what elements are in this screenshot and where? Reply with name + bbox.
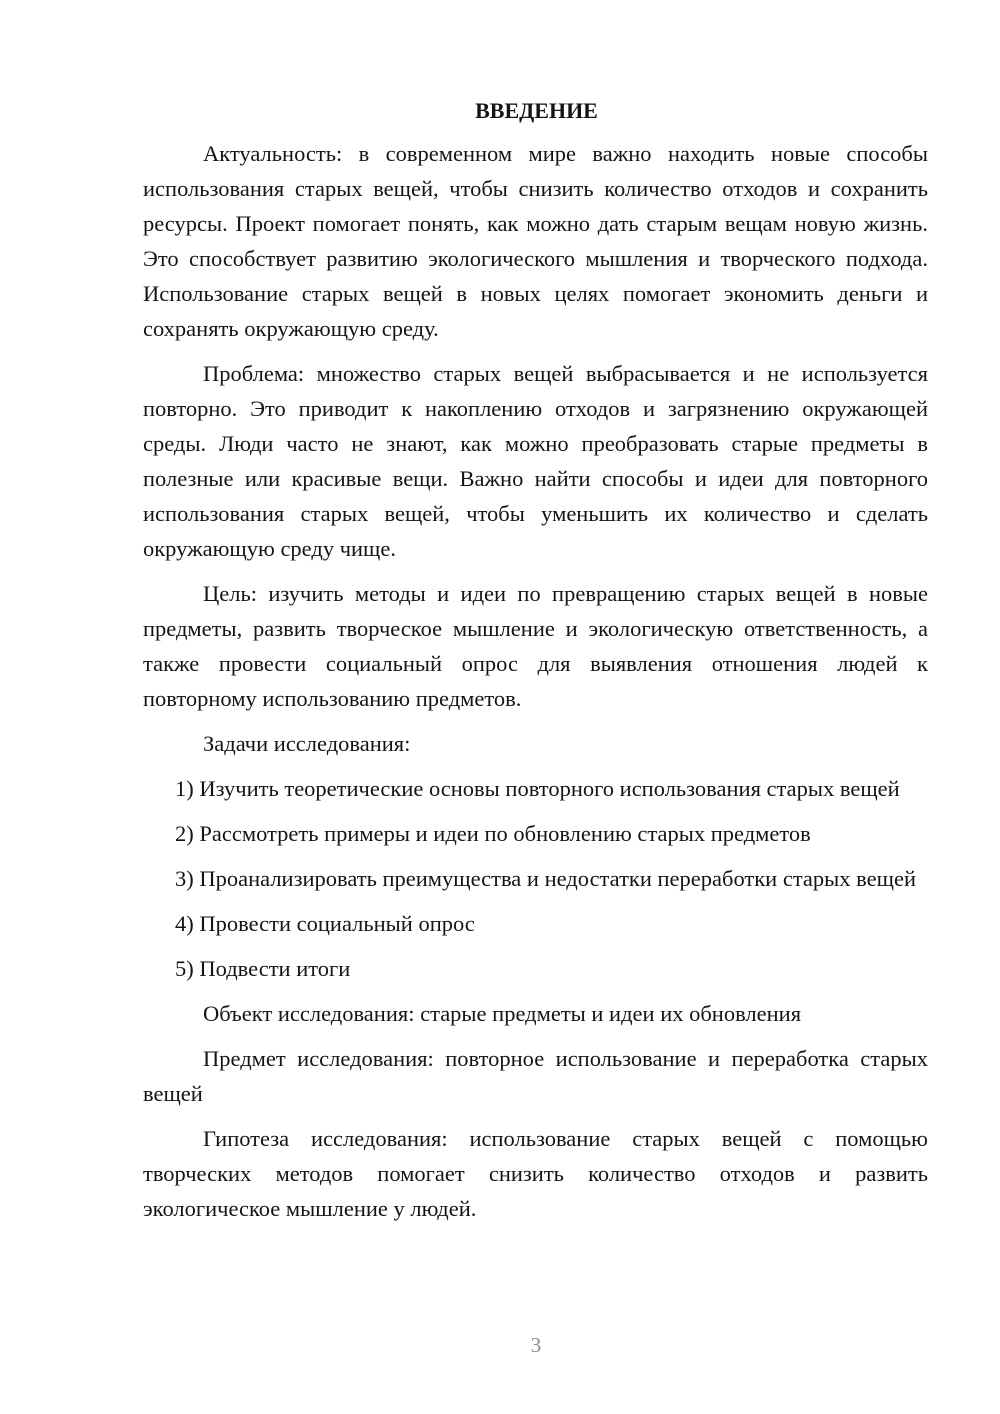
actuality-paragraph: Актуальность: в современном мире важно находить новые способы использования старых вещей, чтобы снизить количество отходов и сохранить ресурсы. Проект помогает понять, как можно дать старым вещам новую жизнь. Это способствует развитию экологического мышления и творческого подхода. Использование старых вещей в новых целях помогает экономить деньги и сохранять окружающую среду. bbox=[143, 141, 928, 341]
task-item: 5) Подвести итоги bbox=[175, 956, 351, 981]
problem-paragraph: Проблема: множество старых вещей выбрасывается и не используется повторно. Это приводит к накоплению отходов и загрязнению окружающей среды. Люди часто не знают, как можно преобразовать старые предметы в полезные или красивые вещи. Важно найти способы и идеи для повторного использования старых вещей, чтобы уменьшить их количество и сделать окружающую среду чище. bbox=[143, 361, 928, 561]
object-paragraph: Объект исследования: старые предметы и идеи их обновления bbox=[203, 1001, 802, 1026]
page-number: 3 bbox=[530, 1333, 542, 1357]
tasks-heading: Задачи исследования: bbox=[203, 731, 411, 756]
task-item: 4) Провести социальный опрос bbox=[175, 911, 475, 936]
page-title: ВВЕДЕНИЕ bbox=[475, 98, 598, 123]
subject-paragraph: Предмет исследования: повторное использование и переработка старых вещей bbox=[143, 1046, 928, 1106]
task-item: 1) Изучить теоретические основы повторного использования старых вещей bbox=[175, 776, 900, 801]
page-content bbox=[143, 96, 928, 1236]
goal-paragraph: Цель: изучить методы и идеи по превращению старых вещей в новые предметы, развить творческое мышление и экологическую ответственность, а также провести социальный опрос для выявления отношения людей к повторному использованию предметов. bbox=[143, 581, 928, 711]
task-item: 2) Рассмотреть примеры и идеи по обновлению старых предметов bbox=[175, 821, 811, 846]
task-item: 3) Проанализировать преимущества и недостатки переработки старых вещей bbox=[175, 866, 916, 891]
tasks-list bbox=[143, 771, 928, 986]
hypothesis-paragraph: Гипотеза исследования: использование старых вещей с помощью творческих методов помогает снизить количество отходов и развить экологическое мышление у людей. bbox=[143, 1126, 928, 1221]
